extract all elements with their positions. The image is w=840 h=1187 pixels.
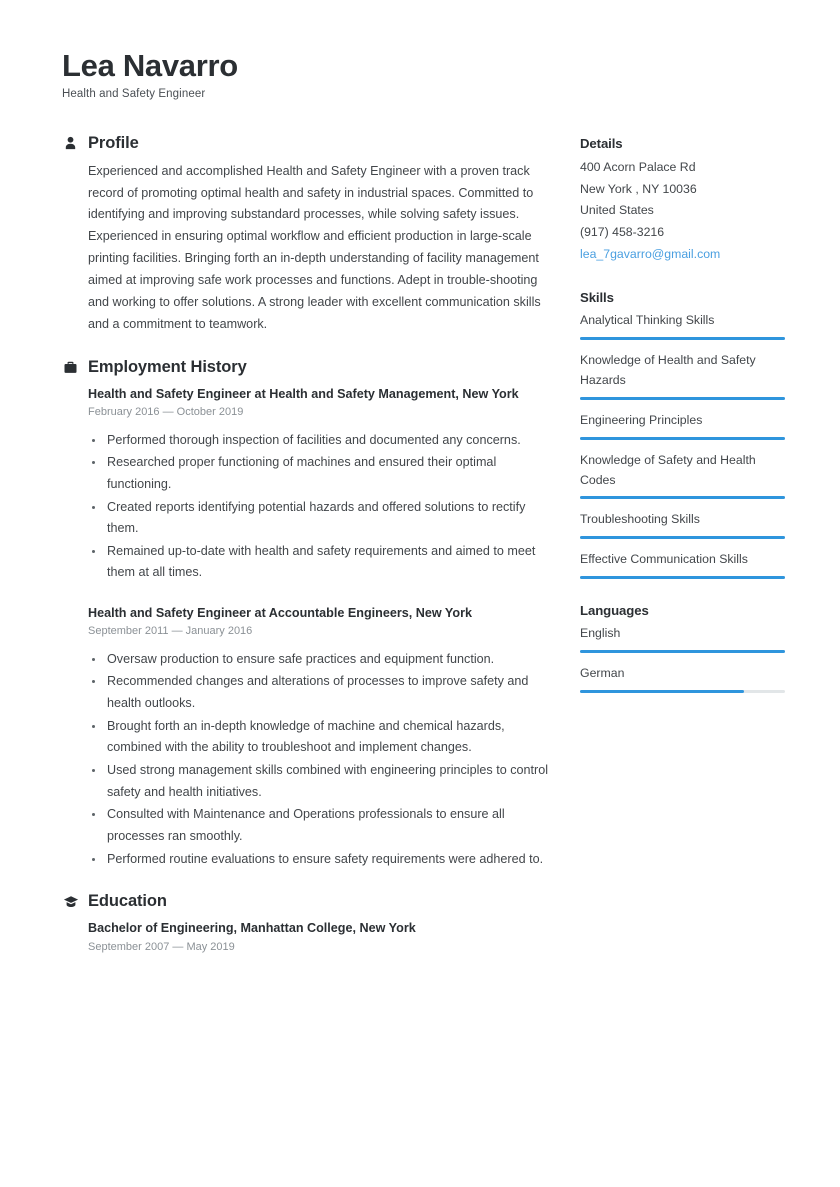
skill-label: Engineering Principles xyxy=(580,412,703,427)
user-icon xyxy=(62,135,79,152)
bullet-item: Consulted with Maintenance and Operations professionals to ensure all processes ran smoothly. xyxy=(88,804,557,847)
skill-label: Knowledge of Safety and Health Codes xyxy=(580,452,756,487)
skill-item xyxy=(580,550,785,579)
sidebar-column xyxy=(580,134,785,717)
language-rating-track xyxy=(580,690,785,693)
employment-entry-date: September 2011 — January 2016 xyxy=(88,625,253,638)
employment-entry xyxy=(88,604,557,870)
language-rating-fill xyxy=(580,650,785,653)
skill-rating-track xyxy=(580,536,785,539)
bullet-item: Used strong management skills combined with engineering principles to control safety and health initiatives. xyxy=(88,760,557,803)
skill-rating-fill xyxy=(580,536,785,539)
bullet-item: Created reports identifying potential hazards and offered solutions to rectify them. xyxy=(88,497,557,540)
skill-rating-fill xyxy=(580,337,785,340)
section-profile-body xyxy=(62,161,557,336)
profile-summary-text: Experienced and accomplished Health and Safety Engineer with a proven track record of promoting optimal health and safety in industrial spaces. Committed to identifying and improving substandard processes, while solving safety issues. Experienced in ensuring optimal workflow and efficient production in large-scale printing facilities. Bringing forth an in-depth understanding of facility management aimed at improving safe work processes and functions. Adept in trouble-shooting and working to offer solutions. A strong leader with excellent communication skills and a commitment to teamwork. xyxy=(88,163,541,331)
skill-item xyxy=(580,510,785,539)
language-rating-fill xyxy=(580,690,744,693)
section-education-header xyxy=(62,892,557,911)
section-employment xyxy=(62,358,557,870)
detail-email-link[interactable]: lea_7gavarro@gmail.com xyxy=(580,247,721,262)
section-employment-header xyxy=(62,358,557,377)
language-rating-track xyxy=(580,650,785,653)
full-name: Lea Navarro xyxy=(62,48,238,83)
bullet-item: Brought forth an in-depth knowledge of machine and chemical hazards, combined with the ability to troubleshoot and implement changes. xyxy=(88,716,557,759)
employment-entry-title: Health and Safety Engineer at Health and Safety Management, New York xyxy=(88,386,519,401)
bullet-item: Recommended changes and alterations of processes to improve safety and health outlooks. xyxy=(88,671,557,714)
language-label: German xyxy=(580,666,625,681)
sidebar-details-title: Details xyxy=(580,135,623,151)
sidebar-languages xyxy=(580,603,785,693)
employment-entry-date: February 2016 — October 2019 xyxy=(88,406,244,419)
detail-country: United States xyxy=(580,203,654,218)
employment-entry-title: Health and Safety Engineer at Accountable Engineers, New York xyxy=(88,606,472,621)
education-entry xyxy=(88,919,557,955)
sidebar-skills xyxy=(580,290,785,579)
skill-label: Analytical Thinking Skills xyxy=(580,313,715,328)
skill-rating-track xyxy=(580,576,785,579)
detail-address-line2: New York , NY 10036 xyxy=(580,181,697,196)
language-item xyxy=(580,624,785,653)
skill-label: Knowledge of Health and Safety Hazards xyxy=(580,352,756,387)
section-profile xyxy=(62,134,557,336)
bullet-item: Remained up-to-date with health and safety requirements and aimed to meet them at all times. xyxy=(88,541,557,584)
resume-columns xyxy=(62,134,790,977)
employment-entry-bullets xyxy=(88,430,557,585)
section-profile-header xyxy=(62,134,557,153)
section-education-body xyxy=(62,919,557,955)
skill-rating-fill xyxy=(580,437,785,440)
skill-rating-track xyxy=(580,397,785,400)
resume-header xyxy=(62,48,790,100)
main-column xyxy=(62,134,557,977)
skill-label: Effective Communication Skills xyxy=(580,552,748,567)
briefcase-icon xyxy=(62,359,79,376)
detail-phone: (917) 458-3216 xyxy=(580,225,665,240)
skill-rating-track xyxy=(580,437,785,440)
section-employment-body xyxy=(62,385,557,870)
skill-item xyxy=(580,411,785,440)
education-entry-title: Bachelor of Engineering, Manhattan College, New York xyxy=(88,921,416,936)
language-item xyxy=(580,664,785,693)
skill-rating-fill xyxy=(580,576,785,579)
section-employment-title: Employment History xyxy=(88,357,247,376)
skill-rating-track xyxy=(580,496,785,499)
employment-entry xyxy=(88,385,557,584)
employment-entry-bullets xyxy=(88,649,557,871)
section-profile-title: Profile xyxy=(88,133,139,152)
skill-item xyxy=(580,451,785,500)
detail-address-line1: 400 Acorn Palace Rd xyxy=(580,159,696,174)
skill-item xyxy=(580,351,785,400)
skill-rating-fill xyxy=(580,496,785,499)
skill-label: Troubleshooting Skills xyxy=(580,512,700,527)
education-entry-date: September 2007 — May 2019 xyxy=(88,940,235,953)
job-title: Health and Safety Engineer xyxy=(62,87,206,100)
section-education xyxy=(62,892,557,955)
language-label: English xyxy=(580,626,621,641)
bullet-item: Performed thorough inspection of facilities and documented any concerns. xyxy=(88,430,557,452)
bullet-item: Performed routine evaluations to ensure safety requirements were adhered to. xyxy=(88,849,557,871)
skill-rating-fill xyxy=(580,397,785,400)
section-education-title: Education xyxy=(88,892,167,911)
sidebar-details xyxy=(580,136,785,266)
bullet-item: Oversaw production to ensure safe practices and equipment function. xyxy=(88,649,557,671)
sidebar-skills-title: Skills xyxy=(580,290,614,306)
skill-rating-track xyxy=(580,337,785,340)
bullet-item: Researched proper functioning of machines and ensured their optimal functioning. xyxy=(88,452,557,495)
graduation-cap-icon xyxy=(62,893,79,910)
sidebar-languages-title: Languages xyxy=(580,603,649,619)
skill-item xyxy=(580,311,785,340)
